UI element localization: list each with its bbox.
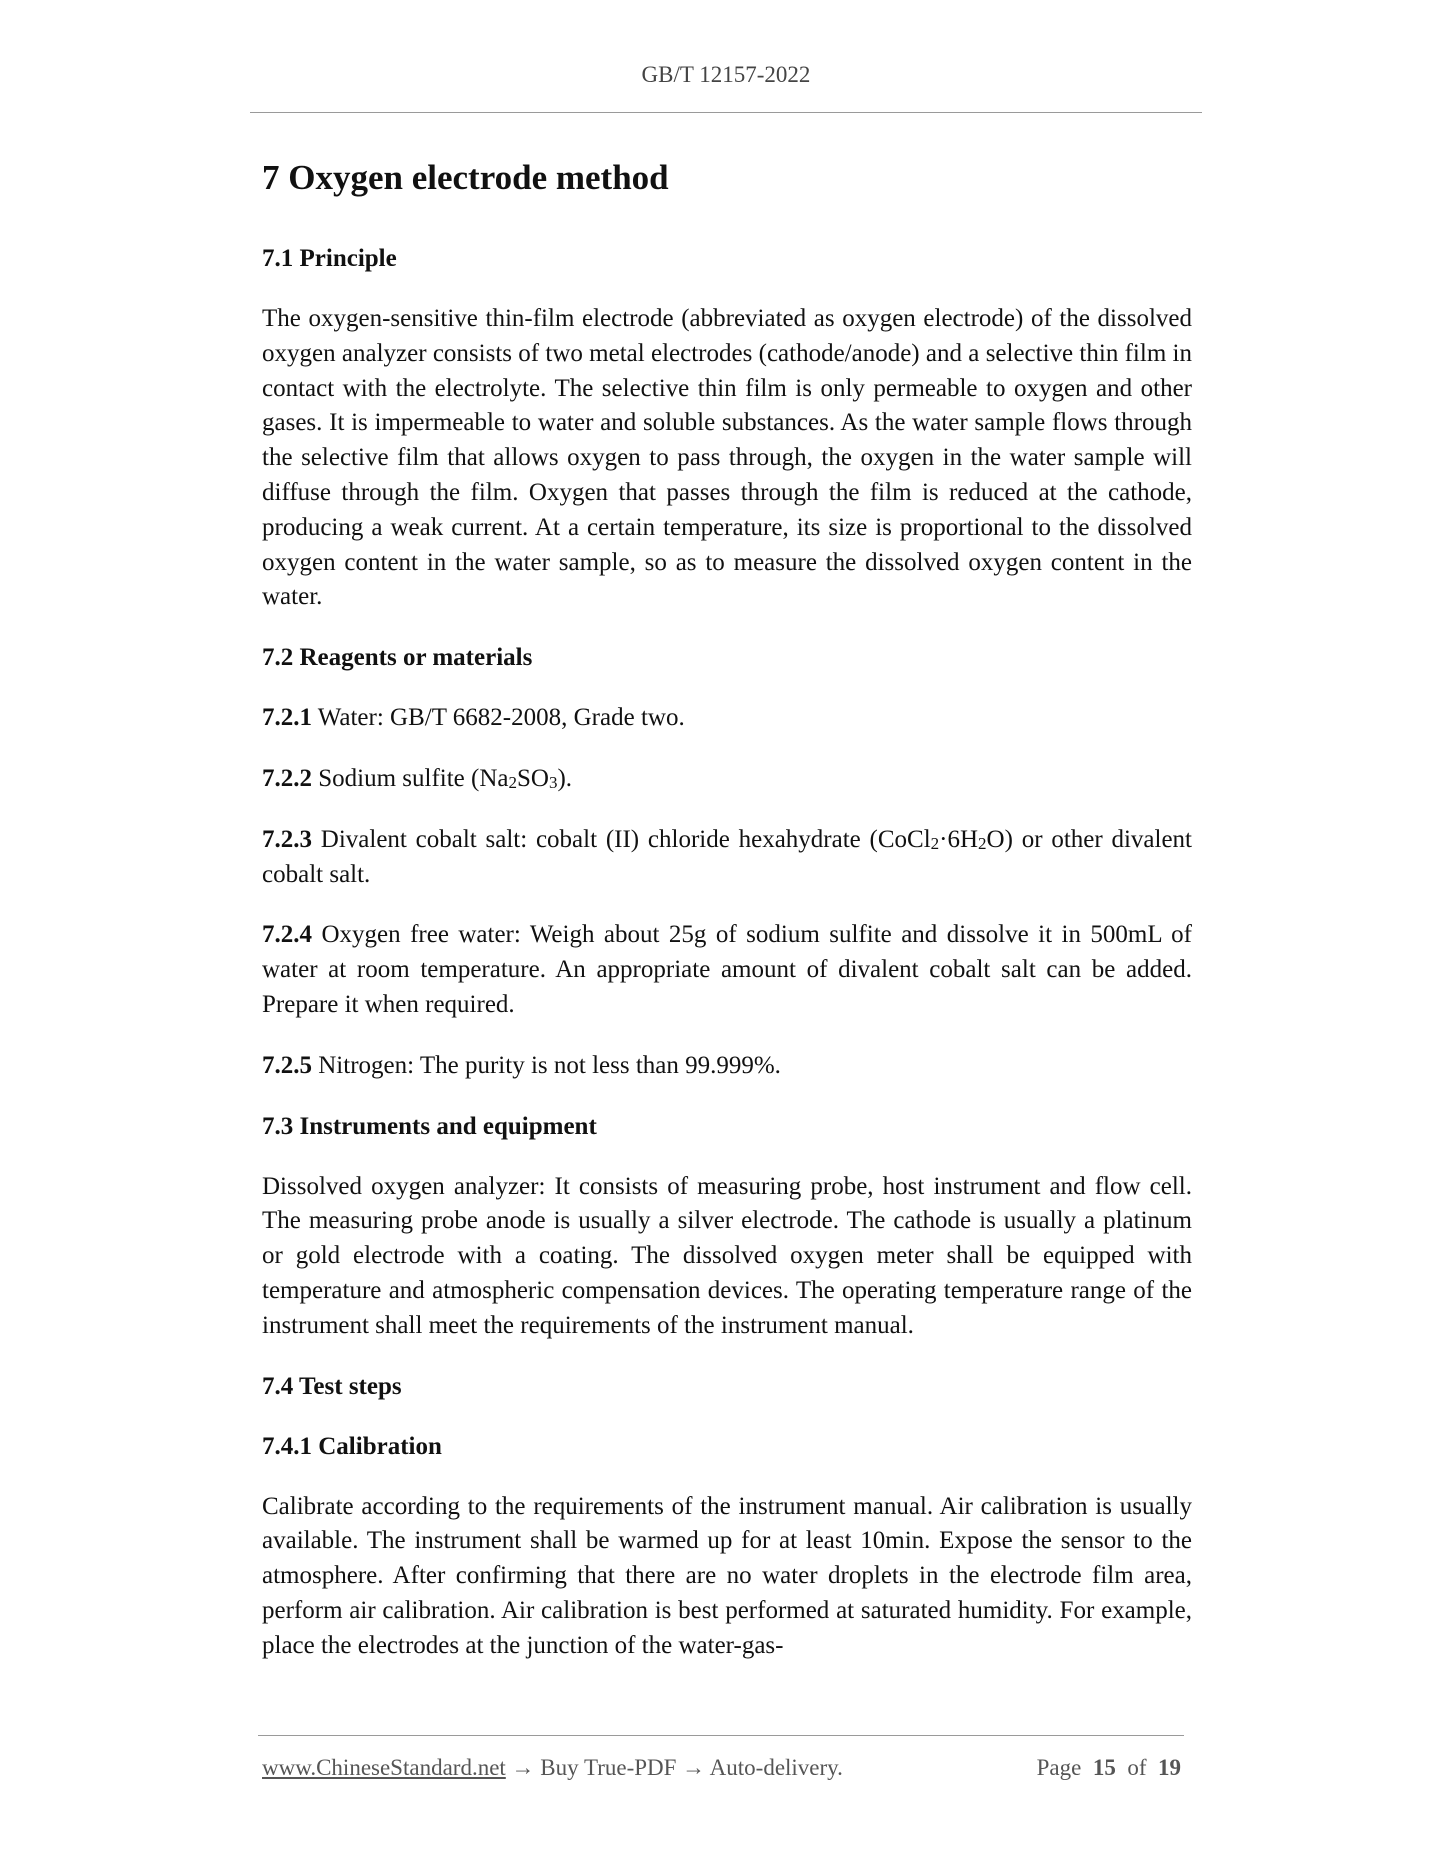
- footer-divider: [258, 1735, 1184, 1736]
- item-7-2-4: [262, 918, 1192, 1022]
- item-number: 7.2.5: [262, 1051, 312, 1079]
- paragraph-principle: The oxygen-sensitive thin-film electrode (abbreviated as oxygen electrode) of the dissolved oxygen analyzer consists of two metal electrodes (cathode/anode) and a selective thin film in contact with the electrolyte. The selective thin film is only permeable to oxygen and other gases. It is impermeable to water and soluble substances. As the water sample flows through the selective film that allows oxygen to pass through, the oxygen in the water sample will diffuse through the film. Oxygen that passes through the film is reduced at the cathode, producing a weak current. At a certain temperature, its size is proportional to the dissolved oxygen content in the water sample, so as to measure the dissolved oxygen content in the water.: [262, 305, 1192, 611]
- item-text: Oxygen free water: Weigh about 25g of sodium sulfite and dissolve it in 500mL of water at room temperature. An appropriate amount of divalent cobalt salt can be added. Prepare it when required.: [262, 921, 1192, 1018]
- item-text: Nitrogen: The purity is not less than 99.999%.: [312, 1051, 781, 1079]
- page-number: Page 15 of 19: [1036, 1755, 1181, 1780]
- page-header: GB/T 12157-2022: [641, 62, 811, 87]
- heading-7-2: 7.2 Reagents or materials: [262, 644, 533, 672]
- page-content: [262, 152, 1192, 1664]
- heading-7-1: 7.1 Principle: [262, 245, 397, 272]
- total-pages: 19: [1158, 1755, 1181, 1780]
- header-divider: [250, 112, 1202, 113]
- item-7-2-5: [262, 1049, 1192, 1084]
- paragraph-instruments: Dissolved oxygen analyzer: It consists of measuring probe, host instrument and flow cell. The measuring probe anode is usually a silver electrode. The cathode is usually a platinum or gold electrode with a coating. The dissolved oxygen meter shall be equipped with temperature and atmospheric compensation devices. The operating temperature range of the instrument shall meet the requirements of the instrument manual.: [262, 1172, 1192, 1339]
- item-number: 7.2.1: [262, 704, 312, 732]
- item-7-2-1: [262, 701, 1192, 736]
- heading-7-4: 7.4 Test steps: [262, 1372, 402, 1400]
- website-link[interactable]: www.ChineseStandard.net: [262, 1755, 506, 1780]
- item-7-2-2: 7.2.2 Sodium sulfite $(Na_2SO_3)$.: [262, 764, 573, 792]
- current-page: 15: [1092, 1755, 1116, 1780]
- page-footer: [262, 1755, 1184, 1781]
- item-number: 7.2.2: [262, 764, 312, 792]
- item-7-2-3: 7.2.3 Divalent cobalt salt: cobalt (II) chloride hexahydrate $(CoCl_2\cdot 6H_2O)$ or other divalent cobalt salt.: [262, 825, 1192, 888]
- footer-tagline: → Buy True-PDF → Auto-delivery.: [505, 1755, 843, 1780]
- heading-7-4-1: 7.4.1 Calibration: [262, 1432, 442, 1460]
- item-text: Water: GB/T 6682-2008, Grade two.: [312, 704, 685, 732]
- section-title: 7 Oxygen electrode method: [262, 158, 669, 197]
- item-number: 7.2.3: [262, 825, 312, 853]
- paragraph-calibration: Calibrate according to the requirements of the instrument manual. Air calibration is usually available. The instrument shall be warmed up for at least 10min. Expose the sensor to the atmosphere. After confirming that there are no water droplets in the electrode film area, perform air calibration. Air calibration is best performed at saturated humidity. For example, place the electrodes at the junction of the water-gas-: [262, 1492, 1192, 1659]
- item-number: 7.2.4: [262, 921, 312, 949]
- heading-7-3: 7.3 Instruments and equipment: [262, 1112, 597, 1140]
